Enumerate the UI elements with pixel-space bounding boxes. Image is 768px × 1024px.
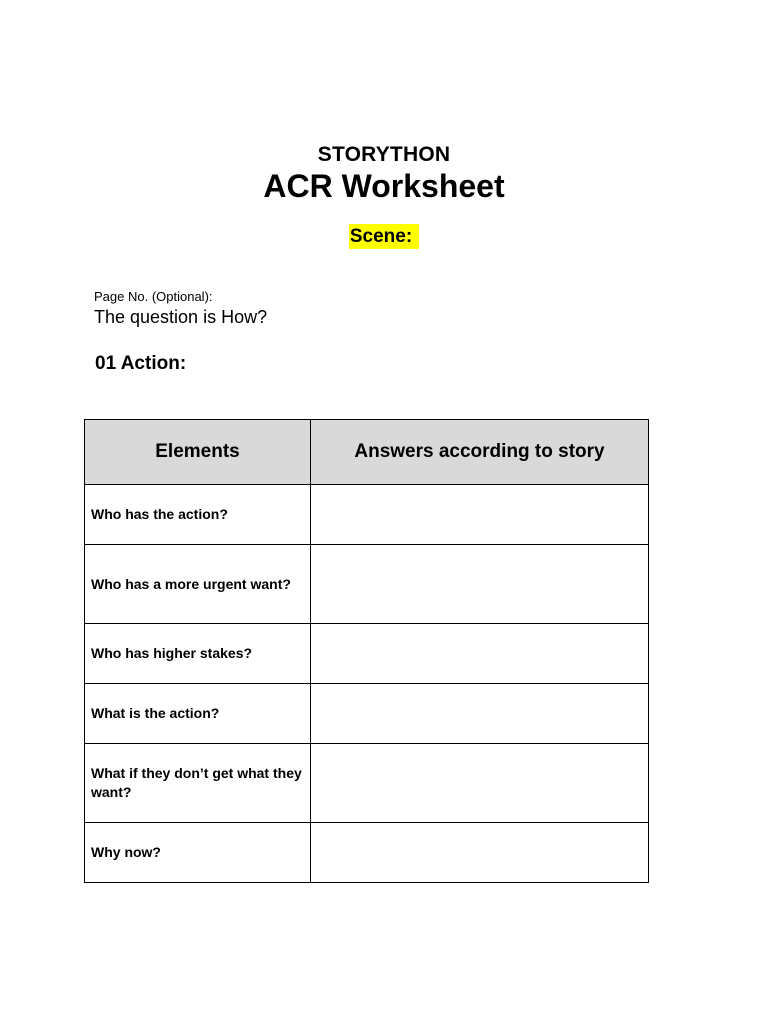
table-row (85, 684, 649, 744)
element-cell: Why now? (85, 823, 311, 883)
action-table (84, 419, 649, 883)
page-number-label: Page No. (Optional): (94, 289, 213, 304)
table-row (85, 485, 649, 545)
answer-cell[interactable] (311, 545, 649, 624)
answer-cell[interactable] (311, 823, 649, 883)
answer-cell[interactable] (311, 624, 649, 684)
answer-cell[interactable] (311, 744, 649, 823)
element-cell: Who has the action? (85, 485, 311, 545)
answer-cell[interactable] (311, 684, 649, 744)
table-row (85, 823, 649, 883)
page-title: ACR Worksheet (263, 168, 505, 204)
section-heading: 01 Action: (95, 353, 187, 374)
element-cell: What is the action? (85, 684, 311, 744)
element-cell: Who has higher stakes? (85, 624, 311, 684)
answer-cell[interactable] (311, 485, 649, 545)
table-row (85, 744, 649, 823)
element-cell: What if they don’t get what they want? (85, 744, 311, 823)
table-row (85, 545, 649, 624)
question-text: The question is How? (94, 307, 268, 327)
scene-line (0, 224, 768, 249)
table-row (85, 624, 649, 684)
table-header-row (85, 420, 649, 485)
column-header-answers: Answers according to story (311, 420, 649, 485)
scene-label: Scene: (349, 224, 419, 249)
brand-title: STORYTHON (317, 143, 451, 166)
element-cell: Who has a more urgent want? (85, 545, 311, 624)
column-header-elements: Elements (85, 420, 311, 485)
